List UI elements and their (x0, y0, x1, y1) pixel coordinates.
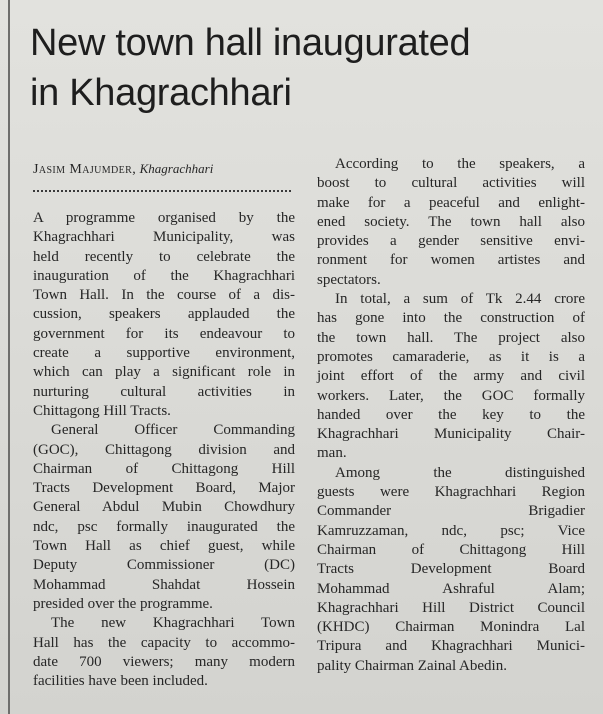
article-line: Kamruzzaman, ndc, psc; Vice (317, 522, 585, 539)
article-line: cussion, speakers applauded the (33, 306, 295, 323)
headline-line-1: New town hall inaugurated (30, 22, 471, 64)
article-line: provides a gender sensitive envi- (317, 233, 585, 250)
article-line: Tracts Development Board, Major (33, 480, 295, 497)
article-line: has gone into the construction of (317, 310, 585, 327)
article-line: Hall has the capacity to accommo- (33, 634, 295, 651)
article-line: create a supportive environment, (33, 345, 295, 362)
article-line: nurturing cultural activities in (33, 383, 295, 400)
article-line: man. (317, 445, 347, 462)
article-line: Chairman of Chittagong Hill (317, 541, 585, 558)
byline (33, 160, 293, 179)
article-line: workers. Later, the GOC formally (317, 387, 585, 404)
article-line: According to the speakers, a (335, 156, 585, 172)
headline (30, 18, 590, 118)
article-line: (KHDC) Chairman Monindra Lal (317, 619, 585, 636)
article-line: Mohammad Shahdat Hossein (33, 576, 295, 593)
article-line: pality Chairman Zainal Abedin. (317, 657, 507, 674)
article-line: A programme organised by the (33, 210, 295, 226)
article-line: date 700 viewers; many modern (33, 653, 295, 670)
article-line: promotes camaraderie, as it is a (317, 348, 585, 365)
article-line: spectators. (317, 271, 381, 288)
article-line: (GOC), Chittagong division and (33, 441, 295, 458)
article-line: inauguration of the Khagrachhari (33, 267, 295, 284)
article-line: joint effort of the army and civil (317, 368, 585, 385)
article-line: government for its endeavour to (33, 325, 295, 342)
article-line: Chairman of Chittagong Hill (33, 460, 295, 477)
article-line: Commander Brigadier (317, 503, 585, 520)
article-line: General Abdul Mubin Chowdhury (33, 499, 295, 516)
article-line: Among the distinguished (335, 464, 585, 481)
article-line: Khagrachhari Hill District Council (317, 599, 585, 616)
article-line: ronment for women artistes and (317, 252, 585, 269)
article-line: Khagrachhari Municipality Chair- (317, 426, 585, 443)
article-line: held recently to celebrate the (33, 248, 295, 265)
article-line: The new Khagrachhari Town (51, 615, 295, 632)
article-line: In total, a sum of Tk 2.44 crore (335, 291, 585, 308)
article-line: boost to cultural activities will (317, 175, 585, 192)
article-line: Chittagong Hill Tracts. (33, 402, 171, 419)
column-rule (8, 0, 10, 714)
headline-line-2: in Khagrachhari (30, 72, 292, 114)
article-line: General Officer Commanding (51, 422, 295, 439)
article-line: Town Hall. In the course of a dis- (33, 287, 295, 304)
article-line: Town Hall as chief guest, while (33, 538, 295, 555)
article-line: make for a peaceful and enlight- (317, 194, 585, 211)
article-line: which can play a significant role in (33, 364, 295, 381)
article-line: ened society. The town hall also (317, 213, 585, 230)
article-column-left (33, 209, 295, 691)
article-line: the town hall. The project also (317, 329, 585, 346)
article-line: Khagrachhari Municipality, was (33, 229, 295, 246)
article-line: ndc, psc formally inaugurated the (33, 518, 295, 535)
byline-divider (33, 190, 291, 192)
article-line: Tripura and Khagrachhari Munici- (317, 638, 585, 655)
article-line: guests were Khagrachhari Region (317, 484, 585, 501)
article-line: Deputy Commissioner (DC) (33, 557, 295, 574)
byline-location: Khagrachhari (139, 161, 214, 176)
article-line: presided over the programme. (33, 595, 213, 612)
article-column-right (317, 155, 585, 676)
article-line: facilities have been included. (33, 673, 208, 690)
article-line: Tracts Development Board (317, 561, 585, 578)
article-line: Mohammad Ashraful Alam; (317, 580, 585, 597)
article-line: handed over the key to the (317, 406, 585, 423)
byline-author: Jasim Majumder, (33, 162, 137, 177)
